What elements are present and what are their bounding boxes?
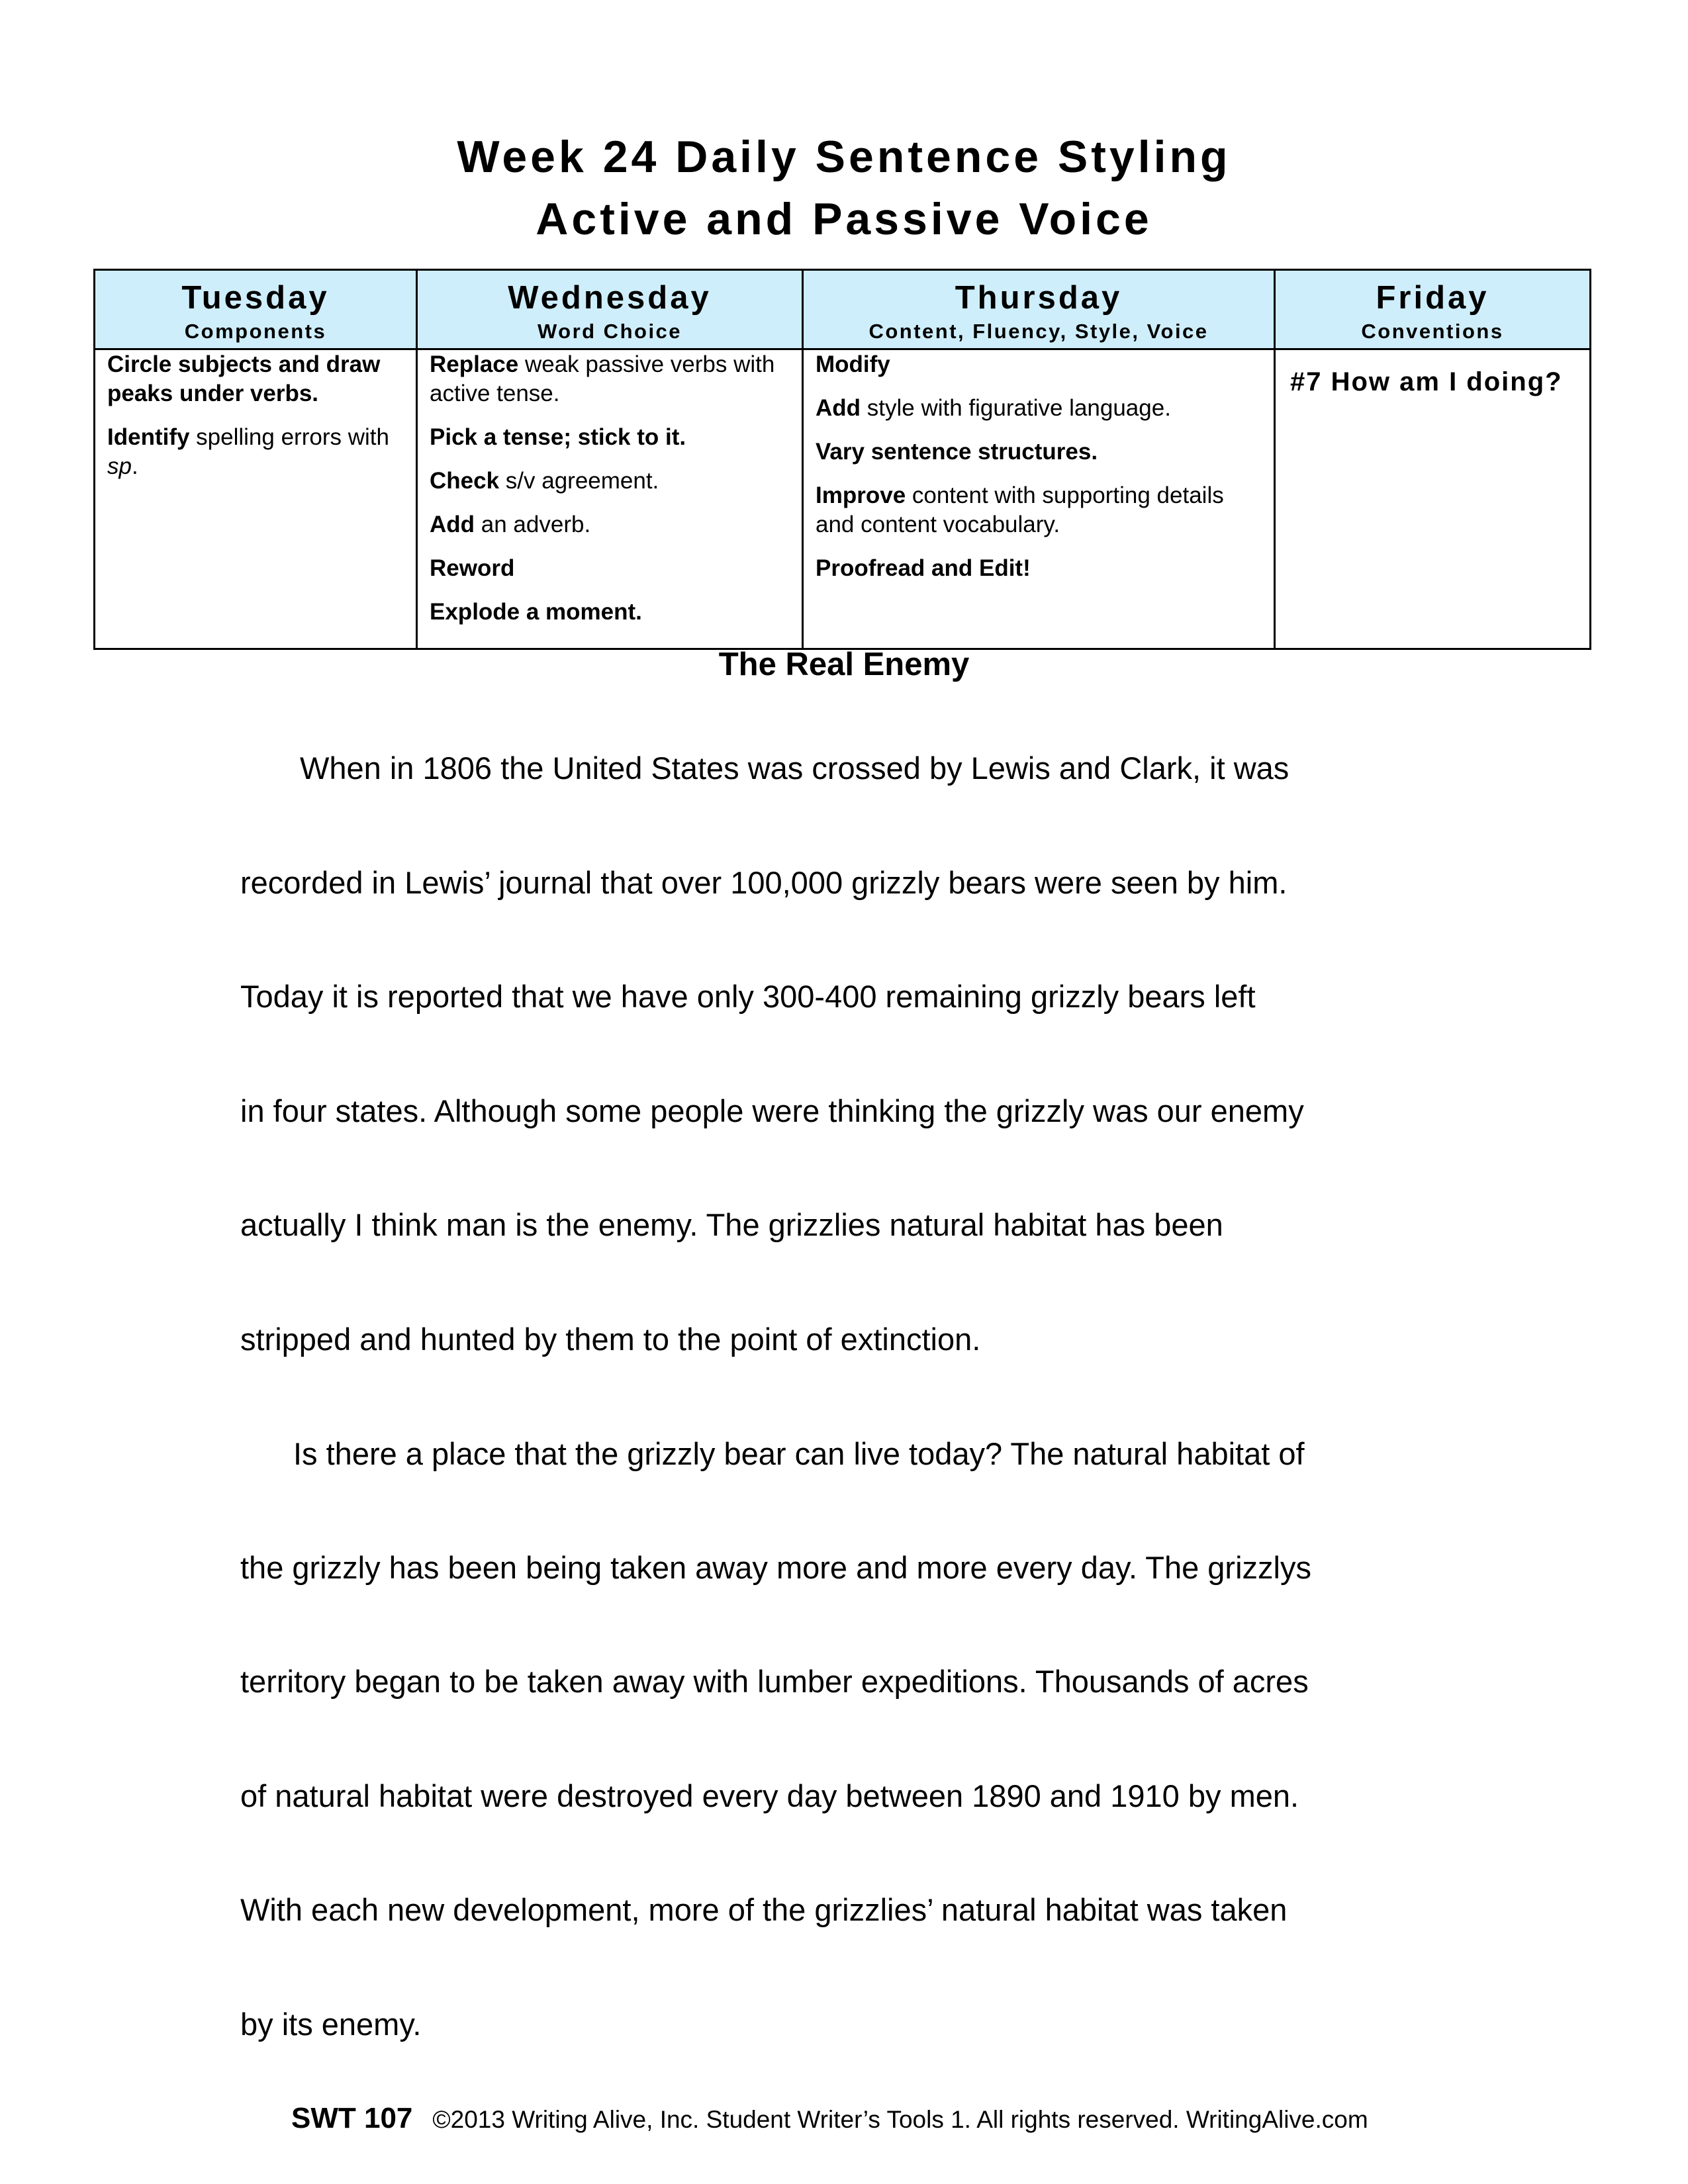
tuesday-item: Circle subjects and draw peaks under verbs. bbox=[107, 351, 381, 406]
friday-item: #7 How am I doing? bbox=[1290, 367, 1563, 396]
header-tuesday bbox=[95, 270, 417, 349]
day-focus: Conventions bbox=[1361, 320, 1504, 343]
copyright-text: ©2013 Writing Alive, Inc. Student Writer’s Tools 1. All rights reserved. WritingAlive.com bbox=[432, 2106, 1368, 2133]
day-label: Friday bbox=[1376, 280, 1489, 316]
weekly-schedule-table bbox=[93, 269, 1591, 650]
header-wednesday bbox=[417, 270, 803, 349]
wednesday-item: Pick a tense; stick to it. bbox=[430, 424, 686, 450]
thursday-item: Improve content with supporting details and content vocabulary. bbox=[816, 482, 1224, 537]
wednesday-item: Reword bbox=[430, 555, 515, 581]
tuesday-cell bbox=[95, 349, 417, 649]
story-line: Is there a place that the grizzly bear can live today? The natural habitat of bbox=[293, 1436, 1305, 1471]
story-title: The Real Enemy bbox=[718, 647, 970, 682]
day-focus: Components bbox=[184, 320, 327, 343]
day-focus: Word Choice bbox=[537, 320, 682, 343]
day-label: Tuesday bbox=[181, 280, 330, 316]
page-footer bbox=[291, 2102, 1368, 2135]
page-code: SWT 107 bbox=[291, 2102, 413, 2134]
thursday-item: Modify bbox=[816, 351, 890, 377]
story-line: territory began to be taken away with lumber expeditions. Thousands of acres bbox=[240, 1664, 1309, 1699]
story-line: in four states. Although some people were thinking the grizzly was our enemy bbox=[240, 1093, 1304, 1128]
story-line: by its enemy. bbox=[240, 2007, 422, 2042]
wednesday-item: Replace weak passive verbs with active tense. bbox=[430, 351, 775, 406]
header-friday bbox=[1275, 270, 1591, 349]
page-title: Week 24 Daily Sentence Styling bbox=[457, 132, 1231, 182]
story-line: of natural habitat were destroyed every day between 1890 and 1910 by men. bbox=[240, 1778, 1299, 1813]
wednesday-item: Add an adverb. bbox=[430, 512, 591, 537]
story-line: the grizzly has been being taken away more and more every day. The grizzlys bbox=[240, 1550, 1311, 1585]
story-line: actually I think man is the enemy. The grizzlies natural habitat has been bbox=[240, 1207, 1223, 1242]
table-body-row bbox=[95, 349, 1591, 649]
thursday-item: Add style with figurative language. bbox=[816, 395, 1171, 421]
day-focus: Content, Fluency, Style, Voice bbox=[868, 320, 1209, 343]
friday-cell bbox=[1275, 349, 1591, 649]
table-header-row bbox=[95, 270, 1591, 349]
day-label: Thursday bbox=[955, 280, 1123, 316]
wednesday-item: Check s/v agreement. bbox=[430, 468, 659, 494]
day-label: Wednesday bbox=[508, 280, 712, 316]
header-thursday bbox=[803, 270, 1275, 349]
story-line: When in 1806 the United States was crossed by Lewis and Clark, it was bbox=[300, 751, 1289, 786]
story-line: recorded in Lewis’ journal that over 100,000 grizzly bears were seen by him. bbox=[240, 865, 1288, 900]
thursday-cell bbox=[803, 349, 1275, 649]
story-line: Today it is reported that we have only 300-400 remaining grizzly bears left bbox=[240, 979, 1256, 1014]
wednesday-item: Explode a moment. bbox=[430, 599, 642, 625]
thursday-item: Vary sentence structures. bbox=[816, 439, 1098, 465]
story-line: stripped and hunted by them to the point of extinction. bbox=[240, 1322, 981, 1357]
tuesday-item: Identify spelling errors with sp. bbox=[107, 424, 389, 479]
page-subtitle: Active and Passive Voice bbox=[536, 194, 1152, 244]
thursday-item: Proofread and Edit! bbox=[816, 555, 1031, 581]
story-line: With each new development, more of the grizzlies’ natural habitat was taken bbox=[240, 1892, 1288, 1927]
wednesday-cell bbox=[417, 349, 803, 649]
